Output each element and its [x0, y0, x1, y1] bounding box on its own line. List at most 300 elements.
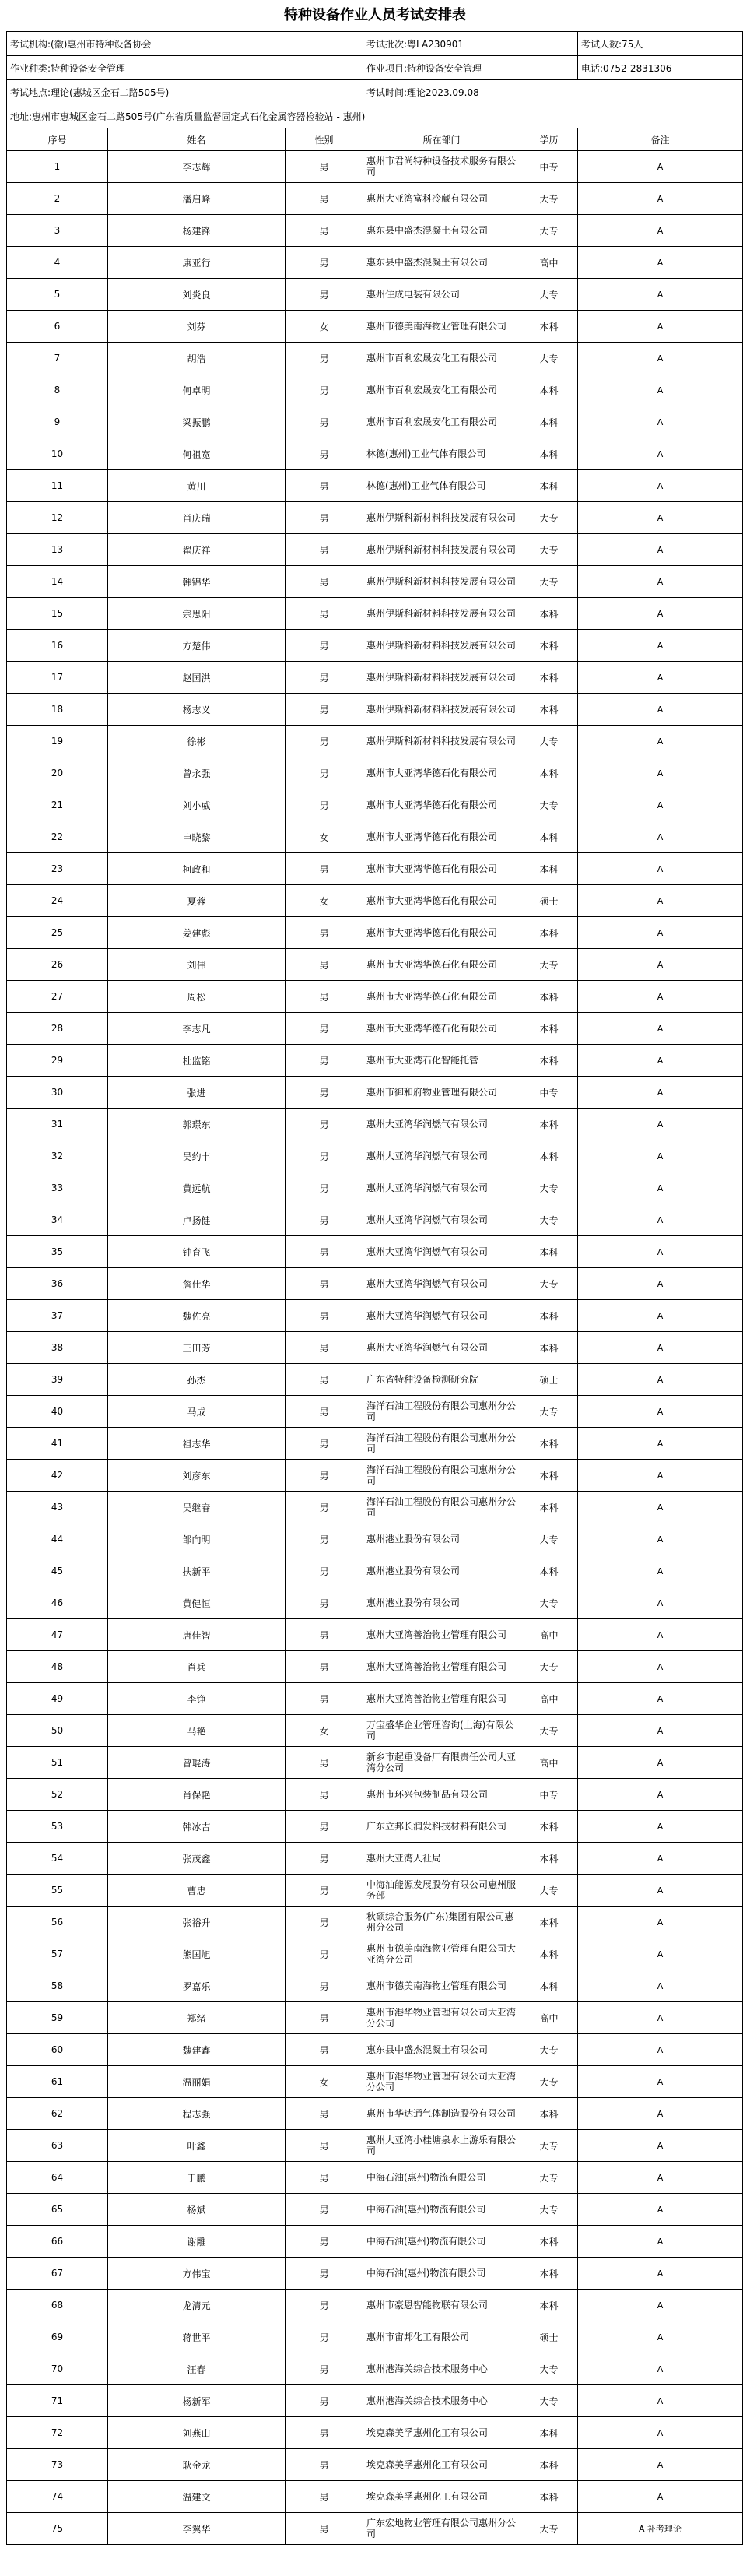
department: 惠州大亚湾富科冷藏有限公司	[363, 183, 520, 215]
department: 惠州市港华物业管理有限公司大亚湾分公司	[363, 2066, 520, 2098]
note: A	[578, 534, 743, 566]
department: 惠州大亚湾善治物业管理有限公司	[363, 1619, 520, 1651]
gender: 男	[286, 1875, 363, 1907]
education: 大专	[520, 2353, 578, 2385]
education: 中专	[520, 151, 578, 183]
department: 惠州港海关综合技术服务中心	[363, 2353, 520, 2385]
education: 大专	[520, 2034, 578, 2066]
person-name: 何祖宽	[108, 438, 286, 470]
education: 高中	[520, 1619, 578, 1651]
row-number: 53	[7, 1811, 108, 1843]
person-name: 蒋世平	[108, 2321, 286, 2353]
row-number: 65	[7, 2194, 108, 2226]
person-name: 马成	[108, 1396, 286, 1428]
education: 本科	[520, 1013, 578, 1045]
department: 惠州市大亚湾华德石化有限公司	[363, 757, 520, 789]
note: A	[578, 2194, 743, 2226]
note: A	[578, 1045, 743, 1077]
row-number: 74	[7, 2481, 108, 2513]
department: 海洋石油工程股份有限公司惠州分公司	[363, 1396, 520, 1428]
education: 本科	[520, 2290, 578, 2321]
person-name: 曾永强	[108, 757, 286, 789]
department: 惠州伊斯科新材料科技发展有限公司	[363, 534, 520, 566]
person-name: 黄健恒	[108, 1587, 286, 1619]
department: 惠州市环兴包装制品有限公司	[363, 1779, 520, 1811]
department: 惠东县中盛杰混凝土有限公司	[363, 215, 520, 247]
education: 大专	[520, 566, 578, 598]
department: 惠州市德美南海物业管理有限公司	[363, 1970, 520, 2002]
department: 中海石油(惠州)物流有限公司	[363, 2258, 520, 2290]
department: 万宝盛华企业管理咨询(上海)有限公司	[363, 1715, 520, 1747]
person-name: 宗思阳	[108, 598, 286, 630]
education: 本科	[520, 1843, 578, 1875]
table-row	[7, 2258, 743, 2290]
row-number: 73	[7, 2449, 108, 2481]
department: 惠州住成电装有限公司	[363, 279, 520, 311]
gender: 男	[286, 1938, 363, 1970]
note: A	[578, 917, 743, 949]
education: 大专	[520, 2162, 578, 2194]
note: A	[578, 1555, 743, 1587]
person-name: 翟庆祥	[108, 534, 286, 566]
department: 惠州大亚湾华润燃气有限公司	[363, 1204, 520, 1236]
gender: 女	[286, 1715, 363, 1747]
department: 埃克森美孚惠州化工有限公司	[363, 2481, 520, 2513]
gender: 男	[286, 1077, 363, 1109]
table-row	[7, 374, 743, 406]
education: 本科	[520, 1045, 578, 1077]
exam-schedule-table	[6, 31, 743, 2545]
gender: 男	[286, 598, 363, 630]
education: 本科	[520, 1555, 578, 1587]
person-name: 于鹏	[108, 2162, 286, 2194]
education: 大专	[520, 789, 578, 821]
info-row	[7, 80, 743, 104]
person-name: 钟育飞	[108, 1236, 286, 1268]
department: 中海油能源发展股份有限公司惠州服务部	[363, 1875, 520, 1907]
note: A	[578, 1715, 743, 1747]
note: A	[578, 630, 743, 662]
person-name: 罗嘉乐	[108, 1970, 286, 2002]
row-number: 66	[7, 2226, 108, 2258]
education: 大专	[520, 183, 578, 215]
exam-batch: 考试批次:粤LA230901	[363, 32, 578, 56]
gender: 男	[286, 1651, 363, 1683]
gender: 男	[286, 981, 363, 1013]
gender: 男	[286, 2290, 363, 2321]
gender: 男	[286, 343, 363, 374]
department: 惠州大亚湾华润燃气有限公司	[363, 1300, 520, 1332]
department: 中海石油(惠州)物流有限公司	[363, 2162, 520, 2194]
table-row	[7, 1651, 743, 1683]
department: 林德(惠州)工业气体有限公司	[363, 438, 520, 470]
note: A	[578, 1236, 743, 1268]
person-name: 魏佐亮	[108, 1300, 286, 1332]
note: A	[578, 757, 743, 789]
person-name: 柯政和	[108, 853, 286, 885]
table-row	[7, 2481, 743, 2513]
department: 海洋石油工程股份有限公司惠州分公司	[363, 1492, 520, 1523]
exam-location: 考试地点:理论(惠城区金石二路505号)	[7, 80, 363, 104]
gender: 男	[286, 2417, 363, 2449]
table-row	[7, 470, 743, 502]
note: A	[578, 821, 743, 853]
education: 大专	[520, 2513, 578, 2545]
row-number: 58	[7, 1970, 108, 2002]
department: 惠州市大亚湾华德石化有限公司	[363, 789, 520, 821]
row-number: 68	[7, 2290, 108, 2321]
education: 本科	[520, 757, 578, 789]
department: 埃克森美孚惠州化工有限公司	[363, 2449, 520, 2481]
gender: 男	[286, 247, 363, 279]
education: 大专	[520, 726, 578, 757]
education: 本科	[520, 2481, 578, 2513]
gender: 男	[286, 2162, 363, 2194]
table-row	[7, 1077, 743, 1109]
person-name: 刘彦东	[108, 1460, 286, 1492]
person-name: 韩冰吉	[108, 1811, 286, 1843]
table-row	[7, 917, 743, 949]
person-name: 韩锦华	[108, 566, 286, 598]
note: A	[578, 662, 743, 694]
department: 惠州市君尚特种设备技术服务有限公司	[363, 151, 520, 183]
table-row	[7, 1811, 743, 1843]
department: 惠州伊斯科新材料科技发展有限公司	[363, 598, 520, 630]
info-row	[7, 32, 743, 56]
person-name: 肖兵	[108, 1651, 286, 1683]
row-number: 26	[7, 949, 108, 981]
note: A	[578, 853, 743, 885]
table-row	[7, 949, 743, 981]
table-row	[7, 662, 743, 694]
row-number: 10	[7, 438, 108, 470]
note: A	[578, 789, 743, 821]
table-row	[7, 534, 743, 566]
person-name: 吴约丰	[108, 1140, 286, 1172]
department: 海洋石油工程股份有限公司惠州分公司	[363, 1460, 520, 1492]
table-row	[7, 1045, 743, 1077]
row-number: 25	[7, 917, 108, 949]
gender: 男	[286, 151, 363, 183]
education: 本科	[520, 694, 578, 726]
table-row	[7, 2449, 743, 2481]
person-name: 杨新军	[108, 2385, 286, 2417]
education: 本科	[520, 1970, 578, 2002]
note: A	[578, 1619, 743, 1651]
education: 本科	[520, 1109, 578, 1140]
table-row	[7, 151, 743, 183]
education: 大专	[520, 1715, 578, 1747]
note: A	[578, 406, 743, 438]
gender: 男	[286, 502, 363, 534]
education: 大专	[520, 343, 578, 374]
gender: 男	[286, 2513, 363, 2545]
gender: 男	[286, 949, 363, 981]
table-row	[7, 2130, 743, 2162]
table-row	[7, 1938, 743, 1970]
education: 本科	[520, 1938, 578, 1970]
note: A	[578, 311, 743, 343]
note: A	[578, 566, 743, 598]
note: A	[578, 949, 743, 981]
gender: 男	[286, 566, 363, 598]
education: 大专	[520, 1268, 578, 1300]
column-header: 性别	[286, 128, 363, 151]
note: A	[578, 1364, 743, 1396]
note: A	[578, 1172, 743, 1204]
table-row	[7, 2034, 743, 2066]
person-name: 郑绪	[108, 2002, 286, 2034]
education: 大专	[520, 2385, 578, 2417]
note: A	[578, 279, 743, 311]
row-number: 17	[7, 662, 108, 694]
table-row	[7, 726, 743, 757]
note: A	[578, 1811, 743, 1843]
row-number: 20	[7, 757, 108, 789]
education: 本科	[520, 1300, 578, 1332]
table-row	[7, 885, 743, 917]
education: 本科	[520, 2098, 578, 2130]
department: 惠州伊斯科新材料科技发展有限公司	[363, 630, 520, 662]
education: 硕士	[520, 1364, 578, 1396]
gender: 男	[286, 1109, 363, 1140]
person-name: 潘启峰	[108, 183, 286, 215]
table-row	[7, 2002, 743, 2034]
person-name: 曹忠	[108, 1875, 286, 1907]
department: 惠州大亚湾华润燃气有限公司	[363, 1268, 520, 1300]
gender: 男	[286, 406, 363, 438]
education: 本科	[520, 1140, 578, 1172]
gender: 男	[286, 1300, 363, 1332]
person-name: 扶新平	[108, 1555, 286, 1587]
gender: 女	[286, 885, 363, 917]
person-name: 刘伟	[108, 949, 286, 981]
row-number: 7	[7, 343, 108, 374]
note: A	[578, 1587, 743, 1619]
note: A	[578, 151, 743, 183]
row-number: 13	[7, 534, 108, 566]
department: 惠州市御和府物业管理有限公司	[363, 1077, 520, 1109]
department: 惠东县中盛杰混凝土有限公司	[363, 2034, 520, 2066]
gender: 女	[286, 821, 363, 853]
person-name: 姜建彪	[108, 917, 286, 949]
table-row	[7, 183, 743, 215]
note: A	[578, 2353, 743, 2385]
gender: 男	[286, 789, 363, 821]
department: 惠州大亚湾人社局	[363, 1843, 520, 1875]
row-number: 1	[7, 151, 108, 183]
person-name: 康亚行	[108, 247, 286, 279]
row-number: 38	[7, 1332, 108, 1364]
education: 本科	[520, 2258, 578, 2290]
note: A	[578, 2162, 743, 2194]
gender: 男	[286, 1587, 363, 1619]
gender: 男	[286, 2321, 363, 2353]
gender: 男	[286, 1428, 363, 1460]
person-name: 张茂鑫	[108, 1843, 286, 1875]
person-name: 魏建鑫	[108, 2034, 286, 2066]
education: 大专	[520, 215, 578, 247]
education: 本科	[520, 630, 578, 662]
table-row	[7, 1460, 743, 1492]
person-name: 李翼华	[108, 2513, 286, 2545]
table-row	[7, 566, 743, 598]
education: 本科	[520, 470, 578, 502]
education: 本科	[520, 1907, 578, 1938]
row-number: 50	[7, 1715, 108, 1747]
row-number: 75	[7, 2513, 108, 2545]
note: A	[578, 2226, 743, 2258]
table-row	[7, 1970, 743, 2002]
row-number: 69	[7, 2321, 108, 2353]
education: 大专	[520, 502, 578, 534]
table-row	[7, 1907, 743, 1938]
gender: 男	[286, 1555, 363, 1587]
person-name: 刘燕山	[108, 2417, 286, 2449]
department: 林德(惠州)工业气体有限公司	[363, 470, 520, 502]
note: A	[578, 598, 743, 630]
education: 高中	[520, 1747, 578, 1779]
department: 惠州市宙邦化工有限公司	[363, 2321, 520, 2353]
note: A	[578, 438, 743, 470]
row-number: 45	[7, 1555, 108, 1587]
person-name: 李志凡	[108, 1013, 286, 1045]
table-row	[7, 694, 743, 726]
row-number: 67	[7, 2258, 108, 2290]
department: 惠州港业股份有限公司	[363, 1587, 520, 1619]
note: A	[578, 2258, 743, 2290]
note: A	[578, 1843, 743, 1875]
row-number: 35	[7, 1236, 108, 1268]
table-row	[7, 1555, 743, 1587]
gender: 男	[286, 2449, 363, 2481]
table-row	[7, 2162, 743, 2194]
department: 惠州伊斯科新材料科技发展有限公司	[363, 726, 520, 757]
person-name: 张进	[108, 1077, 286, 1109]
department: 惠州大亚湾善治物业管理有限公司	[363, 1683, 520, 1715]
person-name: 温丽娟	[108, 2066, 286, 2098]
department: 惠州市港华物业管理有限公司大亚湾分公司	[363, 2002, 520, 2034]
gender: 男	[286, 1045, 363, 1077]
education: 大专	[520, 1651, 578, 1683]
gender: 男	[286, 2002, 363, 2034]
row-number: 49	[7, 1683, 108, 1715]
row-number: 22	[7, 821, 108, 853]
department: 惠州大亚湾华润燃气有限公司	[363, 1109, 520, 1140]
note: A	[578, 2449, 743, 2481]
gender: 男	[286, 279, 363, 311]
education: 本科	[520, 2449, 578, 2481]
gender: 男	[286, 1236, 363, 1268]
education: 中专	[520, 1779, 578, 1811]
gender: 男	[286, 1332, 363, 1364]
row-number: 12	[7, 502, 108, 534]
row-number: 62	[7, 2098, 108, 2130]
gender: 男	[286, 1779, 363, 1811]
department: 新乡市起重设备厂有限责任公司大亚湾分公司	[363, 1747, 520, 1779]
gender: 男	[286, 1970, 363, 2002]
table-row	[7, 279, 743, 311]
education: 大专	[520, 2066, 578, 2098]
table-row	[7, 789, 743, 821]
gender: 男	[286, 2098, 363, 2130]
person-name: 卢扬健	[108, 1204, 286, 1236]
note: A	[578, 726, 743, 757]
row-number: 34	[7, 1204, 108, 1236]
person-name: 李志辉	[108, 151, 286, 183]
row-number: 43	[7, 1492, 108, 1523]
gender: 男	[286, 694, 363, 726]
table-row	[7, 1140, 743, 1172]
row-number: 36	[7, 1268, 108, 1300]
department: 惠州市大亚湾华德石化有限公司	[363, 949, 520, 981]
person-name: 杨建锋	[108, 215, 286, 247]
gender: 男	[286, 183, 363, 215]
education: 大专	[520, 1172, 578, 1204]
note: A	[578, 1300, 743, 1332]
row-number: 51	[7, 1747, 108, 1779]
person-name: 耿金龙	[108, 2449, 286, 2481]
education: 本科	[520, 1492, 578, 1523]
person-name: 何卓明	[108, 374, 286, 406]
row-number: 14	[7, 566, 108, 598]
gender: 男	[286, 2353, 363, 2385]
table-row	[7, 2321, 743, 2353]
table-row	[7, 598, 743, 630]
note: A	[578, 1875, 743, 1907]
person-name: 刘芬	[108, 311, 286, 343]
row-number: 41	[7, 1428, 108, 1460]
education: 本科	[520, 1332, 578, 1364]
note: A	[578, 2481, 743, 2513]
note: A	[578, 1460, 743, 1492]
department: 惠州大亚湾华润燃气有限公司	[363, 1172, 520, 1204]
person-name: 温建文	[108, 2481, 286, 2513]
person-name: 肖庆瑞	[108, 502, 286, 534]
table-row	[7, 1396, 743, 1428]
note: A	[578, 2321, 743, 2353]
column-header: 所在部门	[363, 128, 520, 151]
row-number: 33	[7, 1172, 108, 1204]
department: 惠州大亚湾华润燃气有限公司	[363, 1332, 520, 1364]
column-header: 姓名	[108, 128, 286, 151]
department: 惠州大亚湾华润燃气有限公司	[363, 1140, 520, 1172]
education: 本科	[520, 853, 578, 885]
person-name: 杨志义	[108, 694, 286, 726]
column-header: 学历	[520, 128, 578, 151]
department: 惠州大亚湾华润燃气有限公司	[363, 1236, 520, 1268]
table-row	[7, 2513, 743, 2545]
exam-time: 考试时间:理论2023.09.08	[363, 80, 743, 104]
table-row	[7, 215, 743, 247]
note: A	[578, 694, 743, 726]
gender: 男	[286, 2194, 363, 2226]
row-number: 27	[7, 981, 108, 1013]
gender: 男	[286, 630, 363, 662]
note: A 补考理论	[578, 2513, 743, 2545]
person-name: 郭璟东	[108, 1109, 286, 1140]
gender: 男	[286, 917, 363, 949]
department: 惠州市大亚湾华德石化有限公司	[363, 981, 520, 1013]
education: 大专	[520, 534, 578, 566]
person-name: 李铮	[108, 1683, 286, 1715]
row-number: 57	[7, 1938, 108, 1970]
gender: 男	[286, 2034, 363, 2066]
table-row	[7, 1779, 743, 1811]
department: 惠州伊斯科新材料科技发展有限公司	[363, 694, 520, 726]
table-row	[7, 1428, 743, 1460]
table-row	[7, 343, 743, 374]
